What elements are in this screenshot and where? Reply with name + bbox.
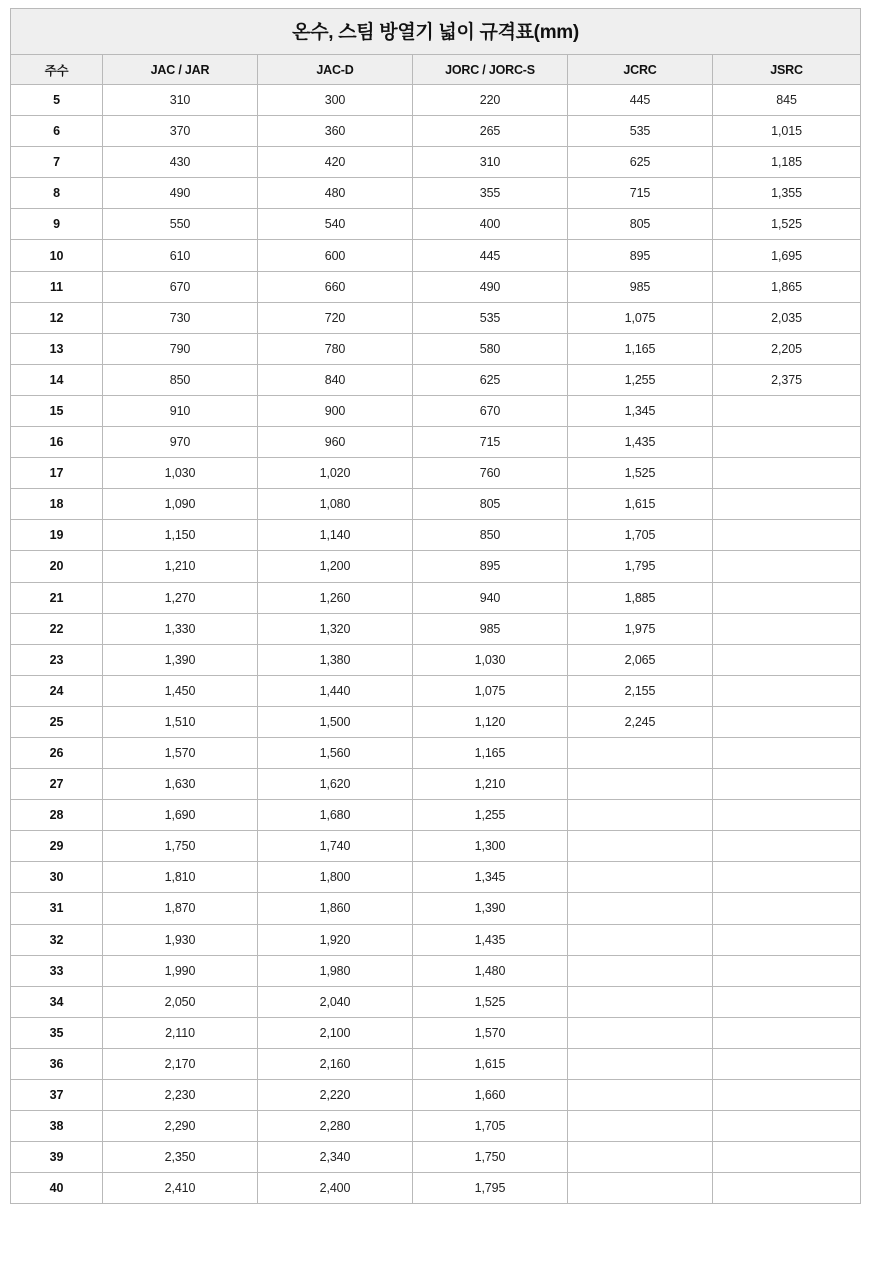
table-cell: 805 <box>413 489 568 520</box>
table-cell: 1,210 <box>413 769 568 800</box>
table-cell <box>713 986 861 1017</box>
table-cell: 430 <box>103 147 258 178</box>
table-cell: 1,525 <box>568 458 713 489</box>
row-index-cell: 12 <box>11 302 103 333</box>
table-cell <box>713 489 861 520</box>
table-cell <box>568 1173 713 1204</box>
table-cell: 2,350 <box>103 1142 258 1173</box>
table-cell: 600 <box>258 240 413 271</box>
table-cell: 1,300 <box>413 831 568 862</box>
table-cell: 220 <box>413 85 568 116</box>
table-cell: 1,615 <box>568 489 713 520</box>
table-cell: 420 <box>258 147 413 178</box>
table-cell: 660 <box>258 271 413 302</box>
row-index-cell: 37 <box>11 1080 103 1111</box>
table-row <box>11 924 861 955</box>
table-cell: 1,140 <box>258 520 413 551</box>
table-row <box>11 520 861 551</box>
row-index-cell: 33 <box>11 955 103 986</box>
table-cell <box>713 800 861 831</box>
table-cell <box>713 551 861 582</box>
table-cell: 1,150 <box>103 520 258 551</box>
table-cell: 1,090 <box>103 489 258 520</box>
table-cell <box>568 893 713 924</box>
table-cell: 1,330 <box>103 613 258 644</box>
row-index-cell: 25 <box>11 706 103 737</box>
table-cell: 1,860 <box>258 893 413 924</box>
table-cell: 480 <box>258 178 413 209</box>
table-cell: 1,260 <box>258 582 413 613</box>
table-cell: 1,920 <box>258 924 413 955</box>
table-cell: 2,410 <box>103 1173 258 1204</box>
table-cell: 535 <box>568 116 713 147</box>
column-header-3: JORC / JORC-S <box>413 55 568 85</box>
table-cell: 370 <box>103 116 258 147</box>
table-cell: 1,870 <box>103 893 258 924</box>
table-row <box>11 116 861 147</box>
row-index-cell: 14 <box>11 364 103 395</box>
table-cell: 1,270 <box>103 582 258 613</box>
table-cell: 2,100 <box>258 1017 413 1048</box>
table-cell <box>713 1142 861 1173</box>
table-cell: 1,165 <box>413 737 568 768</box>
table-cell <box>713 924 861 955</box>
table-cell: 1,075 <box>413 675 568 706</box>
table-cell: 540 <box>258 209 413 240</box>
table-cell: 2,170 <box>103 1048 258 1079</box>
table-cell: 400 <box>413 209 568 240</box>
table-cell: 2,205 <box>713 333 861 364</box>
row-index-cell: 21 <box>11 582 103 613</box>
table-cell: 850 <box>103 364 258 395</box>
table-cell: 2,050 <box>103 986 258 1017</box>
table-cell: 1,740 <box>258 831 413 862</box>
row-index-cell: 15 <box>11 395 103 426</box>
table-cell: 1,080 <box>258 489 413 520</box>
table-row <box>11 955 861 986</box>
table-cell: 1,450 <box>103 675 258 706</box>
column-header-0: 주수 <box>11 55 103 85</box>
table-cell: 1,800 <box>258 862 413 893</box>
table-cell: 1,980 <box>258 955 413 986</box>
table-cell: 715 <box>413 427 568 458</box>
table-cell: 1,525 <box>713 209 861 240</box>
spec-table <box>10 8 861 1204</box>
column-header-5: JSRC <box>713 55 861 85</box>
table-cell <box>568 800 713 831</box>
table-row <box>11 986 861 1017</box>
table-cell: 535 <box>413 302 568 333</box>
row-index-cell: 26 <box>11 737 103 768</box>
table-cell: 805 <box>568 209 713 240</box>
table-cell: 1,630 <box>103 769 258 800</box>
table-cell: 1,345 <box>568 395 713 426</box>
table-row <box>11 644 861 675</box>
table-cell: 550 <box>103 209 258 240</box>
table-cell: 1,680 <box>258 800 413 831</box>
table-cell: 1,560 <box>258 737 413 768</box>
table-cell: 730 <box>103 302 258 333</box>
row-index-cell: 11 <box>11 271 103 302</box>
table-cell: 2,035 <box>713 302 861 333</box>
row-index-cell: 40 <box>11 1173 103 1204</box>
table-cell: 2,155 <box>568 675 713 706</box>
table-cell: 300 <box>258 85 413 116</box>
row-index-cell: 9 <box>11 209 103 240</box>
table-cell <box>713 831 861 862</box>
table-row <box>11 458 861 489</box>
row-index-cell: 28 <box>11 800 103 831</box>
table-cell: 790 <box>103 333 258 364</box>
row-index-cell: 24 <box>11 675 103 706</box>
table-cell: 845 <box>713 85 861 116</box>
table-cell: 1,500 <box>258 706 413 737</box>
table-cell <box>568 862 713 893</box>
column-header-1: JAC / JAR <box>103 55 258 85</box>
table-cell: 1,165 <box>568 333 713 364</box>
table-cell: 360 <box>258 116 413 147</box>
table-cell: 1,435 <box>413 924 568 955</box>
table-cell: 1,795 <box>413 1173 568 1204</box>
table-row <box>11 178 861 209</box>
table-cell: 895 <box>568 240 713 271</box>
table-body <box>11 9 861 1204</box>
table-cell: 265 <box>413 116 568 147</box>
table-row <box>11 613 861 644</box>
table-cell <box>713 613 861 644</box>
table-cell: 1,615 <box>413 1048 568 1079</box>
row-index-cell: 39 <box>11 1142 103 1173</box>
table-cell: 1,865 <box>713 271 861 302</box>
table-cell: 1,345 <box>413 862 568 893</box>
table-row <box>11 706 861 737</box>
table-cell: 1,480 <box>413 955 568 986</box>
table-cell <box>568 924 713 955</box>
table-cell: 1,570 <box>413 1017 568 1048</box>
table-cell: 1,020 <box>258 458 413 489</box>
table-cell <box>568 1142 713 1173</box>
table-cell <box>713 427 861 458</box>
table-cell <box>568 986 713 1017</box>
table-cell: 1,030 <box>413 644 568 675</box>
table-cell: 1,015 <box>713 116 861 147</box>
table-cell: 1,705 <box>568 520 713 551</box>
table-cell: 1,695 <box>713 240 861 271</box>
row-index-cell: 19 <box>11 520 103 551</box>
table-cell: 780 <box>258 333 413 364</box>
row-index-cell: 7 <box>11 147 103 178</box>
table-cell <box>568 769 713 800</box>
row-index-cell: 20 <box>11 551 103 582</box>
table-cell: 1,390 <box>103 644 258 675</box>
table-row <box>11 737 861 768</box>
table-cell <box>713 582 861 613</box>
row-index-cell: 17 <box>11 458 103 489</box>
table-cell <box>713 1017 861 1048</box>
table-row <box>11 1142 861 1173</box>
table-cell: 670 <box>413 395 568 426</box>
table-cell: 1,620 <box>258 769 413 800</box>
table-cell: 2,280 <box>258 1111 413 1142</box>
table-cell: 445 <box>413 240 568 271</box>
table-cell <box>713 1048 861 1079</box>
row-index-cell: 6 <box>11 116 103 147</box>
column-header-4: JCRC <box>568 55 713 85</box>
table-cell: 310 <box>413 147 568 178</box>
table-cell: 2,245 <box>568 706 713 737</box>
row-index-cell: 29 <box>11 831 103 862</box>
table-cell <box>713 1173 861 1204</box>
table-row <box>11 1173 861 1204</box>
table-cell: 1,705 <box>413 1111 568 1142</box>
table-cell: 2,110 <box>103 1017 258 1048</box>
table-cell: 610 <box>103 240 258 271</box>
table-cell: 2,340 <box>258 1142 413 1173</box>
table-cell: 1,030 <box>103 458 258 489</box>
table-cell: 760 <box>413 458 568 489</box>
table-cell: 1,810 <box>103 862 258 893</box>
table-cell: 1,975 <box>568 613 713 644</box>
table-cell <box>713 862 861 893</box>
table-cell <box>713 1080 861 1111</box>
table-cell: 1,185 <box>713 147 861 178</box>
table-cell: 1,380 <box>258 644 413 675</box>
table-cell: 2,290 <box>103 1111 258 1142</box>
table-row <box>11 893 861 924</box>
table-row <box>11 675 861 706</box>
table-cell <box>713 395 861 426</box>
table-row <box>11 1048 861 1079</box>
table-row <box>11 800 861 831</box>
table-row <box>11 831 861 862</box>
table-row <box>11 333 861 364</box>
table-row <box>11 1111 861 1142</box>
table-row <box>11 302 861 333</box>
table-cell: 1,440 <box>258 675 413 706</box>
row-index-cell: 34 <box>11 986 103 1017</box>
table-cell: 1,795 <box>568 551 713 582</box>
table-cell <box>568 1017 713 1048</box>
row-index-cell: 16 <box>11 427 103 458</box>
table-row <box>11 769 861 800</box>
column-header-2: JAC-D <box>258 55 413 85</box>
row-index-cell: 38 <box>11 1111 103 1142</box>
table-cell: 715 <box>568 178 713 209</box>
table-cell: 1,255 <box>568 364 713 395</box>
table-cell: 670 <box>103 271 258 302</box>
table-cell: 720 <box>258 302 413 333</box>
table-cell: 355 <box>413 178 568 209</box>
row-index-cell: 5 <box>11 85 103 116</box>
row-index-cell: 36 <box>11 1048 103 1079</box>
table-cell: 2,230 <box>103 1080 258 1111</box>
table-cell: 1,320 <box>258 613 413 644</box>
table-cell: 310 <box>103 85 258 116</box>
table-cell: 1,390 <box>413 893 568 924</box>
table-cell <box>713 737 861 768</box>
row-index-cell: 30 <box>11 862 103 893</box>
title-row <box>11 9 861 55</box>
table-cell <box>713 458 861 489</box>
table-cell: 1,255 <box>413 800 568 831</box>
table-row <box>11 582 861 613</box>
table-row <box>11 1017 861 1048</box>
table-cell: 1,570 <box>103 737 258 768</box>
table-row <box>11 271 861 302</box>
table-row <box>11 364 861 395</box>
table-cell <box>713 1111 861 1142</box>
table-row <box>11 209 861 240</box>
table-cell: 1,660 <box>413 1080 568 1111</box>
table-row <box>11 551 861 582</box>
table-cell: 1,510 <box>103 706 258 737</box>
table-cell: 1,075 <box>568 302 713 333</box>
table-cell <box>568 1048 713 1079</box>
table-cell <box>713 769 861 800</box>
table-cell: 970 <box>103 427 258 458</box>
table-cell: 1,355 <box>713 178 861 209</box>
table-row <box>11 862 861 893</box>
table-cell: 1,690 <box>103 800 258 831</box>
table-row <box>11 85 861 116</box>
table-cell: 960 <box>258 427 413 458</box>
table-cell: 1,200 <box>258 551 413 582</box>
table-cell <box>713 893 861 924</box>
table-cell: 1,120 <box>413 706 568 737</box>
row-index-cell: 35 <box>11 1017 103 1048</box>
table-cell: 910 <box>103 395 258 426</box>
table-row <box>11 427 861 458</box>
table-cell: 445 <box>568 85 713 116</box>
row-index-cell: 13 <box>11 333 103 364</box>
table-cell: 2,040 <box>258 986 413 1017</box>
table-cell: 580 <box>413 333 568 364</box>
row-index-cell: 18 <box>11 489 103 520</box>
table-cell: 850 <box>413 520 568 551</box>
table-cell: 625 <box>413 364 568 395</box>
row-index-cell: 27 <box>11 769 103 800</box>
table-cell: 2,375 <box>713 364 861 395</box>
row-index-cell: 31 <box>11 893 103 924</box>
table-cell: 985 <box>568 271 713 302</box>
table-cell: 1,525 <box>413 986 568 1017</box>
row-index-cell: 23 <box>11 644 103 675</box>
table-cell <box>713 675 861 706</box>
table-cell <box>713 520 861 551</box>
table-cell: 625 <box>568 147 713 178</box>
table-cell: 840 <box>258 364 413 395</box>
table-cell: 2,065 <box>568 644 713 675</box>
table-cell <box>713 955 861 986</box>
row-index-cell: 10 <box>11 240 103 271</box>
table-cell: 2,400 <box>258 1173 413 1204</box>
row-index-cell: 32 <box>11 924 103 955</box>
table-cell: 940 <box>413 582 568 613</box>
table-cell: 985 <box>413 613 568 644</box>
table-cell <box>713 644 861 675</box>
table-cell <box>568 1080 713 1111</box>
table-cell: 1,885 <box>568 582 713 613</box>
table-cell: 1,750 <box>413 1142 568 1173</box>
table-cell <box>568 737 713 768</box>
table-cell: 1,435 <box>568 427 713 458</box>
table-row <box>11 395 861 426</box>
table-cell: 1,990 <box>103 955 258 986</box>
table-cell: 900 <box>258 395 413 426</box>
table-cell: 2,160 <box>258 1048 413 1079</box>
table-cell <box>713 706 861 737</box>
table-cell: 490 <box>103 178 258 209</box>
table-cell: 1,750 <box>103 831 258 862</box>
header-row <box>11 55 861 85</box>
table-row <box>11 240 861 271</box>
table-row <box>11 147 861 178</box>
row-index-cell: 8 <box>11 178 103 209</box>
row-index-cell: 22 <box>11 613 103 644</box>
table-cell: 1,210 <box>103 551 258 582</box>
table-cell: 2,220 <box>258 1080 413 1111</box>
page-title: 온수, 스팀 방열기 넓이 규격표(mm) <box>11 9 861 55</box>
table-row <box>11 489 861 520</box>
table-row <box>11 1080 861 1111</box>
table-cell <box>568 955 713 986</box>
table-cell: 895 <box>413 551 568 582</box>
table-cell <box>568 1111 713 1142</box>
table-cell: 490 <box>413 271 568 302</box>
table-cell <box>568 831 713 862</box>
table-cell: 1,930 <box>103 924 258 955</box>
